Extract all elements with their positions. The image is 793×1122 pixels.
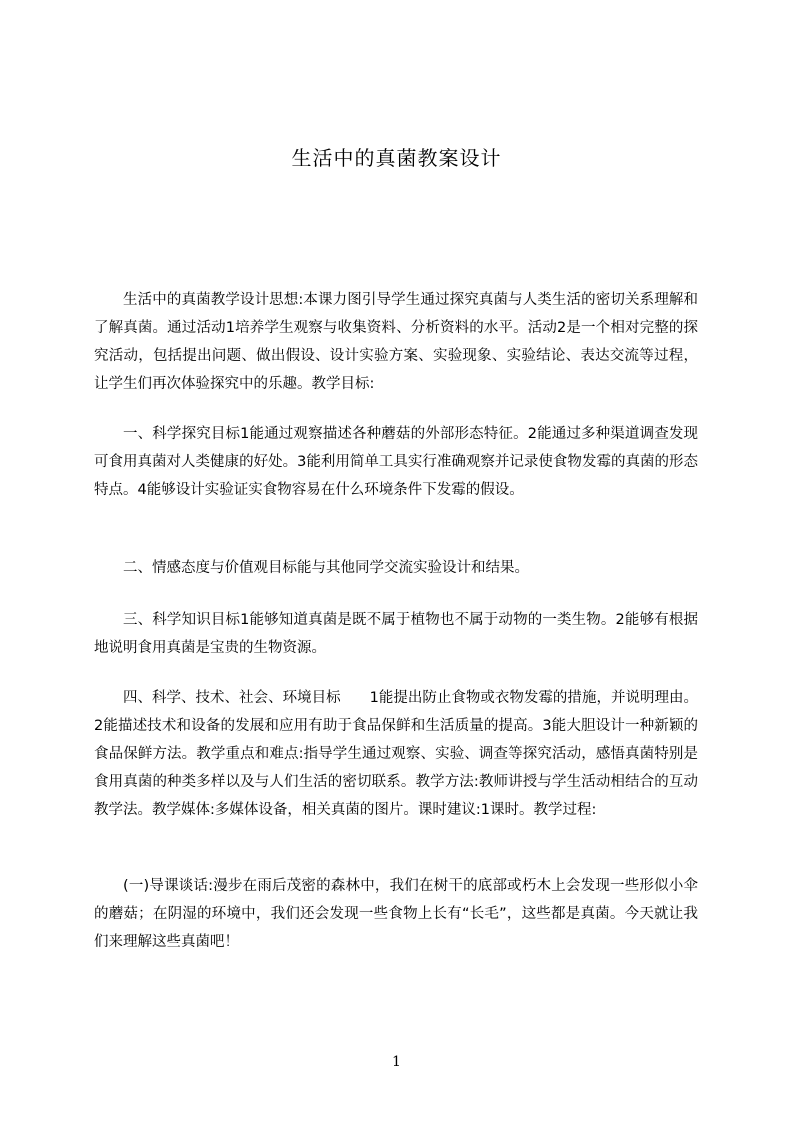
- paragraph-sts-goals: 四、科学、技术、社会、环境目标 1能提出防止食物或衣物发霉的措施，并说明理由。2能描述技术和设备的发展和应用有助于食品保鲜和生活质量的提高。3能大胆设计一种新颖的食品保鲜方法。教学重点和难点:指导学生通过观察、实验、调查等探究活动，感悟真菌特别是食用真菌的种类多样以及与人们生活的密切联系。教学方法:教师讲授与学生活动相结合的互动教学法。教学媒体:多媒体设备，相关真菌的图片。课时建议:1课时。教学过程:: [94, 690, 698, 818]
- paragraph-inquiry-goals: 一、科学探究目标1能通过观察描述各种蘑菇的外部形态特征。2能通过多种渠道调查发现可食用真菌对人类健康的好处。3能利用简单工具实行准确观察并记录使食物发霉的真菌的形态特点。4能够设计实验证实食物容易在什么环境条件下发霉的假设。: [94, 426, 698, 498]
- document-title: 生活中的真菌教案设计: [291, 146, 502, 170]
- page-number: 1: [392, 1054, 401, 1070]
- paragraph-emotion-goals: 二、情感态度与价值观目标能与其他同学交流实验设计和结果。: [123, 560, 529, 576]
- paragraph-intro-talk: (一)导课谈话:漫步在雨后茂密的森林中，我们在树干的底部或朽木上会发现一些形似小伞的蘑菇；在阴湿的环境中，我们还会发现一些食物上长有“长毛”，这些都是真菌。今天就让我们来理解这些真菌吧！: [94, 878, 698, 950]
- paragraph-knowledge-goals: 三、科学知识目标1能够知道真菌是既不属于植物也不属于动物的一类生物。2能够有根据地说明食用真菌是宝贵的生物资源。: [94, 612, 698, 656]
- paragraph-design-idea: 生活中的真菌教学设计思想:本课力图引导学生通过探究真菌与人类生活的密切关系理解和了解真菌。通过活动1培养学生观察与收集资料、分析资料的水平。活动2是一个相对完整的探究活动，包括提出问题、做出假设、设计实验方案、实验现象、实验结论、表达交流等过程，让学生们再次体验探究中的乐趣。教学目标:: [94, 292, 698, 392]
